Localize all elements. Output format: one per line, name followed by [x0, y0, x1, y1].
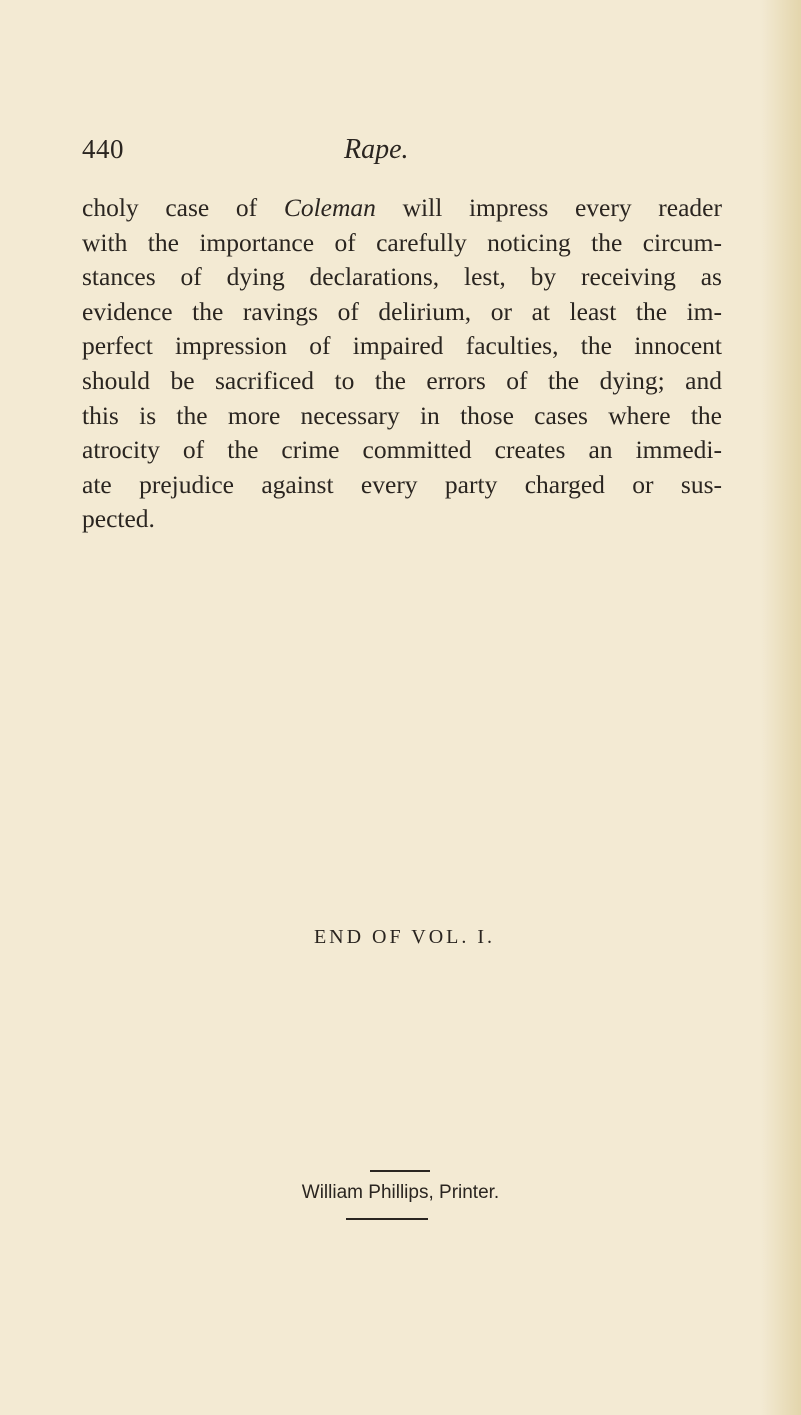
name-coleman: Coleman — [283, 193, 376, 222]
text-line: evidence the ravings of delirium, or at least the im- — [82, 296, 722, 326]
printer-imprint: William Phillips, Printer. — [301, 1182, 500, 1203]
imprint-rule-top — [370, 1170, 430, 1172]
text-line: ate prejudice against every party charged or sus- — [82, 469, 722, 499]
page-header — [82, 134, 722, 174]
text-line: choly case of Coleman will impress every reader — [82, 193, 722, 222]
text-line: atrocity of the crime committed creates an immedi- — [82, 435, 722, 465]
running-title: Rape. — [344, 134, 409, 165]
text-line: with the importance of carefully noticing the circum- — [82, 227, 722, 257]
body-paragraph — [82, 191, 722, 537]
text-line: pected. — [82, 504, 155, 534]
page-number: 440 — [82, 134, 124, 164]
end-of-volume-note: END OF VOL. I. — [313, 926, 496, 948]
text-line: perfect impression of impaired faculties, the innocent — [82, 331, 722, 361]
text-line: should be sacrificed to the errors of the dying; and — [82, 365, 722, 395]
text-line: stances of dying declarations, lest, by receiving as — [82, 262, 722, 292]
text-line: this is the more necessary in those cases where the — [82, 400, 722, 430]
imprint-rule-bottom — [346, 1218, 428, 1220]
